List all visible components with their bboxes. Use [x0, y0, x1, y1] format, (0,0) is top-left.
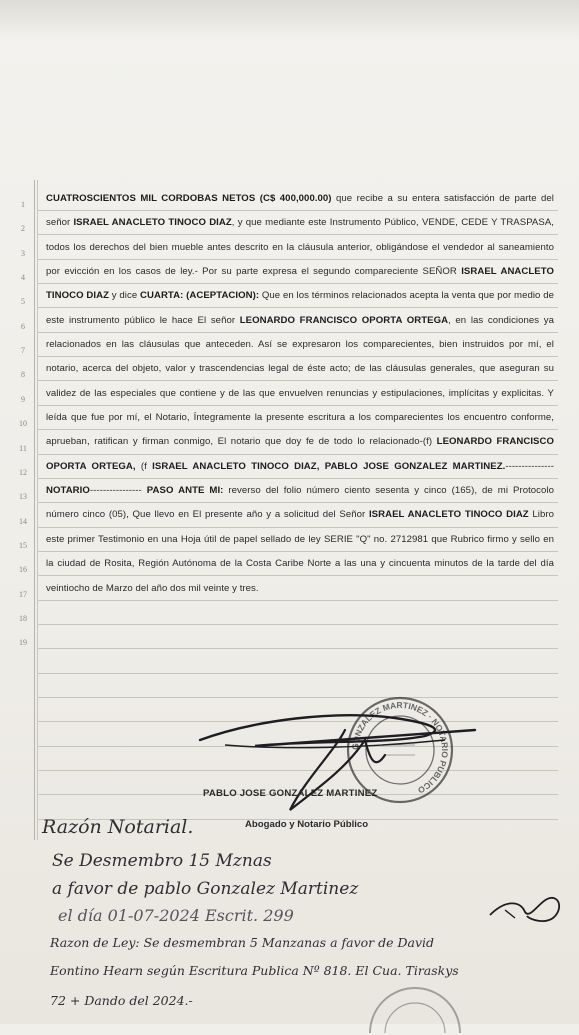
line-number: 11	[19, 443, 27, 453]
handwritten-note-line: Se Desmembro 15 Mznas	[52, 851, 272, 871]
line-number: 17	[19, 589, 27, 599]
line-number: 16	[19, 565, 27, 575]
line-number: 6	[21, 321, 25, 331]
line-number: 3	[21, 248, 25, 258]
handwritten-note-line: el día 01-07-2024 Escrit. 299	[58, 906, 294, 925]
handwritten-note-line: a favor de pablo Gonzalez Martinez	[52, 879, 359, 899]
line-number: 14	[19, 516, 27, 526]
line-number: 10	[19, 419, 27, 429]
signer-name: PABLO JOSE GONZALEZ MARTINEZ	[203, 788, 378, 799]
line-number: 5	[21, 297, 25, 307]
handwritten-note-title: Razón Notarial.	[42, 816, 194, 838]
line-number: 2	[21, 224, 25, 234]
ruled-line	[38, 673, 558, 674]
handwritten-note-line: Eontino Hearn según Escritura Publica Nº 818. El Cua. Tiraskys	[50, 963, 459, 978]
line-number: 7	[21, 346, 25, 356]
ruled-line	[38, 648, 558, 649]
signer-title: Abogado y Notario Público	[245, 819, 369, 830]
handwritten-note-line: Razon de Ley: Se desmembran 5 Manzanas a favor de David	[50, 935, 435, 950]
margin-line	[34, 180, 35, 840]
handwritten-note-line: 72 + Dando del 2024.-	[50, 993, 193, 1008]
ruled-line	[38, 697, 558, 698]
line-number: 12	[19, 467, 27, 477]
line-number: 19	[19, 638, 27, 648]
deed-body-text: CUATROSCIENTOS MIL CORDOBAS NETOS (C$ 400,000.00) que recibe a su entera satisfacción de parte del señor ISRAEL ANACLETO TINOCO DIAZ, y que mediante este Instrumento Público, VENDE, CEDE Y TRASPASA, todos los derechos del bien mueble antes descrito en la cláusula anterior, obligándose el vendedor al saneamiento por evicción en los casos de ley.- Por su parte expresa el segundo compareciente SEÑOR ISRAEL ANACLETO TINOCO DIAZ y dice CUARTA: (ACEPTACION): Que en los términos relacionados acepta la venta que por medio de este instrumento público le hace El señor LEONARDO FRANCISCO OPORTA ORTEGA, en las condiciones ya relacionados en las cláusulas que anteceden. Así se expresaron los comparecientes, bien instruidos por mí, el notario, acerca del objeto, valor y trascendencias legal de éste acto; de las cláusulas generales, que aseguran su validez de las especiales que contiene y de las que envuelven renuncias y estipulaciones, implícitas y explicitas. Y leída que fue por mí, el Notario, Íntegramente la presente escritura a los comparecientes los encuentro conforme, aprueban, ratifican y firman conmigo, El notario que doy fe de todo lo relacionado-(f) LEONARDO FRANCISCO OPORTA ORTEGA, (f ISRAEL ANACLETO TINOCO DIAZ, PABLO JOSE GONZALEZ MARTINEZ.---------------NOTARIO---------------- PASO ANTE MI: reverso del folio número ciento sesenta y cinco (165), de mi Protocolo número cinco (05), Que llevo en El presente año y a solicitud del Señor ISRAEL ANACLETO TINOCO DIAZ Libro este primer Testimonio en una Hoja útil de papel sellado de ley SERIE "Q" no. 2712981 que Rubrico firmo y sello en la ciudad de Rosita, Región Autónoma de la Costa Caribe Norte a las una y cincuenta minutos de la tarde del día veintiocho de Marzo del año dos mil veinte y tres.	[46, 193, 555, 594]
line-number: 1	[21, 200, 25, 209]
ruled-line	[38, 624, 558, 625]
margin-line	[37, 180, 38, 840]
line-number: 18	[19, 613, 27, 623]
line-number: 4	[21, 273, 25, 283]
line-number: 15	[19, 540, 27, 550]
page-shadow	[0, 0, 579, 40]
initials-mark	[485, 890, 565, 930]
signature	[195, 700, 495, 820]
line-number: 8	[21, 370, 25, 380]
faded-seal	[365, 975, 465, 1035]
seal-text: GONZALEZ MARTINEZ · NOTARIO PUBLICO	[349, 699, 451, 796]
line-number: 9	[21, 394, 25, 404]
line-number: 13	[19, 492, 27, 502]
